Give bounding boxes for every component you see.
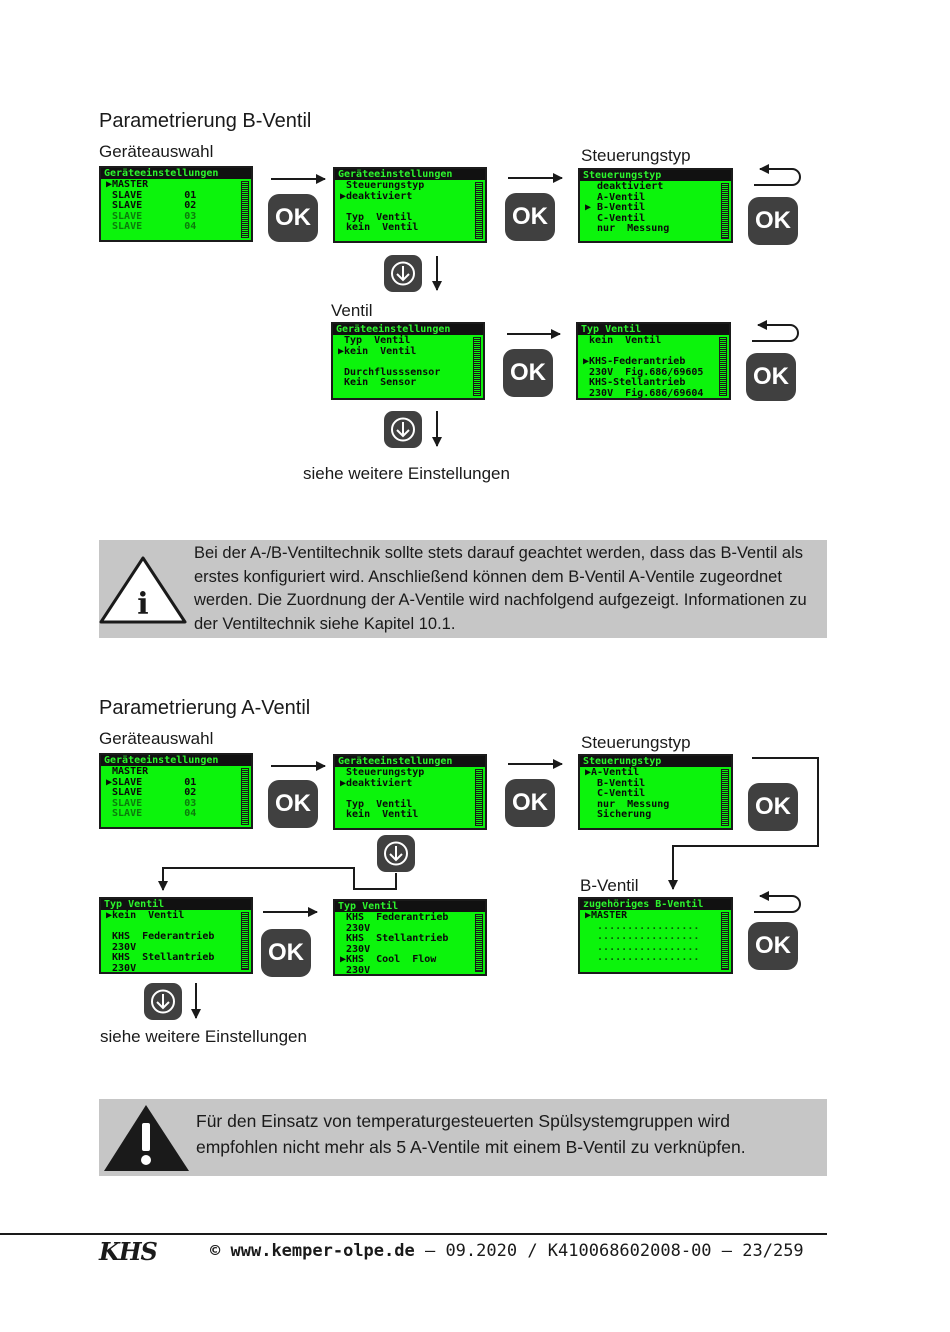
lcd-row: ▶KHS Cool Flow [340, 954, 437, 965]
ok-button[interactable]: OK [748, 783, 798, 831]
ok-button[interactable]: OK [748, 197, 798, 245]
lcd-row: KHS Stellantrieb [106, 952, 215, 963]
label-device-selection: Geräteauswahl [99, 729, 214, 748]
lcd-row: ▶MASTER [585, 910, 628, 921]
note-line: Für den Einsatz von temperaturgesteuerten Spülsystemgruppen wird [196, 1111, 731, 1131]
label-control-type: Steuerungstyp [581, 146, 691, 165]
lcd-row: ▶deaktiviert [340, 777, 413, 789]
svg-text:i: i [137, 587, 149, 622]
lcd-row: KHS-Stellantrieb [583, 377, 686, 388]
khs-logo: KHS [99, 1237, 157, 1266]
note-line: werden. Die Zuordnung der A-Ventile wird nachfolgend aufgezeigt. Informationen zu [194, 591, 807, 609]
lcd-row: Kein Sensor [338, 377, 417, 388]
footer-rule [0, 1233, 827, 1235]
lcd-title: Typ Ventil [578, 324, 729, 335]
lcd-row: 230V [106, 941, 137, 953]
lcd-row: Typ Ventil [340, 211, 413, 223]
ok-button[interactable]: OK [746, 353, 796, 401]
lcd-row: 230V Fig.686/69604 [583, 387, 704, 399]
lcd-row: ................. [585, 952, 700, 963]
section-a-heading: Parametrierung A-Ventil [99, 697, 311, 719]
lcd-row: ▶deaktiviert [340, 190, 413, 202]
section-b-heading: Parametrierung B-Ventil [99, 110, 312, 132]
label-b-valve: B-Ventil [580, 876, 639, 895]
lcd-row: 230V [106, 962, 137, 974]
lcd-row: 230V Fig.686/69605 [583, 366, 704, 378]
footer-url[interactable]: www.kemper-olpe.de [230, 1241, 415, 1261]
lcd-row: SLAVE 02 [106, 200, 197, 211]
note-line: Bei der A-/B-Ventiltechnik sollte stets darauf geachtet werden, dass das B-Ventil als [194, 544, 804, 562]
lcd-row: 230V [340, 943, 371, 955]
footer-info: – 09.2020 / K410068602008-00 – 23/259 [414, 1241, 804, 1261]
lcd-row: KHS Federantrieb [340, 912, 449, 923]
lcd-row: C-Ventil [585, 788, 646, 799]
lcd-title: Geräteeinstellungen [101, 755, 251, 766]
lcd-row: SLAVE 04 [106, 808, 197, 819]
lcd-row: ▶A-Ventil [585, 767, 640, 778]
lcd-row: Typ Ventil [338, 335, 411, 346]
lcd-row: ▶kein Ventil [338, 345, 417, 357]
ok-button[interactable]: OK [268, 194, 318, 242]
lcd-row: nur Messung [585, 798, 670, 810]
lcd-title: Geräteeinstellungen [101, 168, 251, 179]
lcd-title: Typ Ventil [335, 901, 485, 912]
lcd-title: zugehöriges B-Ventil [580, 899, 731, 910]
footer-text [210, 1241, 804, 1261]
more-settings-text: siehe weitere Einstellungen [303, 464, 510, 483]
lcd-row: Typ Ventil [340, 798, 413, 810]
lcd-row: ................. [585, 920, 700, 932]
lcd-row: B-Ventil [585, 777, 646, 789]
warning-triangle-icon [103, 1103, 191, 1173]
ok-button[interactable]: OK [503, 349, 553, 397]
lcd-row: deaktiviert [585, 181, 664, 192]
lcd-row: kein Ventil [340, 222, 419, 233]
lcd-row: ................. [585, 931, 700, 942]
lcd-row: kein Ventil [583, 335, 662, 346]
lcd-title: Typ Ventil [101, 899, 251, 910]
lcd-row: A-Ventil [585, 191, 646, 203]
lcd-row: ▶KHS-Federantrieb [583, 356, 686, 367]
label-control-type: Steuerungstyp [581, 733, 691, 752]
lcd-row: nur Messung [585, 223, 670, 234]
note-line: empfohlen nicht mehr als 5 A-Ventile mit einem B-Ventil zu verknüpfen. [196, 1137, 746, 1157]
note-line: der Ventiltechnik siehe Kapitel 10.1. [194, 614, 456, 633]
ok-button[interactable]: OK [748, 922, 798, 970]
lcd-row: Steuerungstyp [340, 767, 425, 778]
warning-note [99, 1099, 827, 1176]
lcd-title: Steuerungstyp [580, 170, 731, 181]
ok-button[interactable]: OK [505, 779, 555, 827]
lcd-row: SLAVE 02 [106, 787, 197, 798]
lcd-row: ................. [585, 941, 700, 953]
label-valve: Ventil [331, 301, 373, 320]
lcd-row: ▶SLAVE 01 [106, 776, 197, 788]
lcd-row: SLAVE 04 [106, 221, 197, 232]
lcd-title: Geräteeinstellungen [333, 324, 483, 335]
copyright-symbol: © [210, 1241, 221, 1261]
lcd-row: C-Ventil [585, 212, 646, 224]
ok-button[interactable]: OK [261, 929, 311, 977]
lcd-row: MASTER [106, 766, 149, 777]
lcd-row: KHS Federantrieb [106, 931, 215, 942]
lcd-row: Durchflusssensor [338, 366, 441, 378]
lcd-row: kein Ventil [340, 809, 419, 820]
ok-button[interactable]: OK [268, 780, 318, 828]
lcd-row: 230V [340, 922, 371, 934]
lcd-row: ▶kein Ventil [106, 910, 185, 921]
note-line: erstes konfiguriert wird. Anschließend können dem B-Ventil A-Ventile zugeordnet [194, 567, 782, 586]
lcd-title: Geräteeinstellungen [335, 756, 485, 767]
lcd-row: Steuerungstyp [340, 180, 425, 191]
lcd-row: ▶MASTER [106, 179, 149, 190]
lcd-title: Steuerungstyp [580, 756, 731, 767]
lcd-row: 230V [340, 964, 371, 976]
lcd-row: ▶ B-Ventil [585, 202, 646, 213]
lcd-title: Geräteeinstellungen [335, 169, 485, 180]
more-settings-text: siehe weitere Einstellungen [100, 1027, 307, 1046]
ok-button[interactable]: OK [505, 193, 555, 241]
label-device-selection: Geräteauswahl [99, 142, 214, 161]
lcd-row: KHS Stellantrieb [340, 933, 449, 944]
lcd-row: SLAVE 03 [106, 797, 197, 809]
lcd-row: SLAVE 03 [106, 210, 197, 222]
lcd-row: SLAVE 01 [106, 189, 197, 201]
lcd-row: Sicherung [585, 809, 652, 820]
